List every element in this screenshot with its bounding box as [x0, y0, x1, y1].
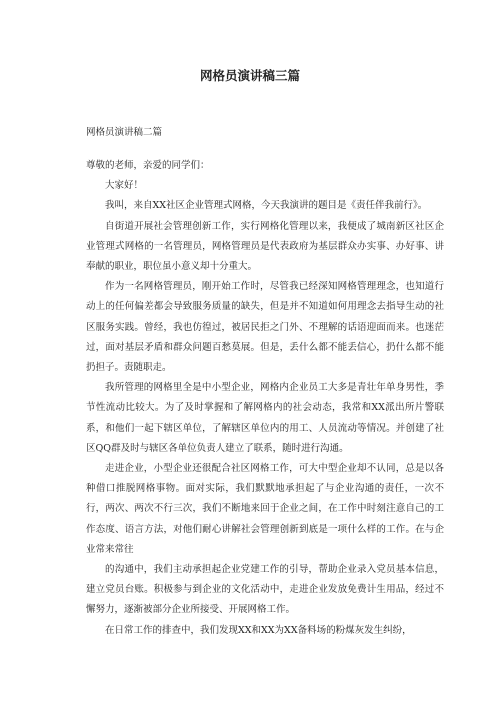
paragraph: 作为一名网格管理员，刚开始工作时，尽管我已经深知网格管理理念，也知道行动上的任何偏差都会导致服务质量的缺失，但是并不知道如何用理念去指导生动的社区服务实践。曾经，我也仿徨过，被居民拒之门外、不理解的话语迎面而来。也迷茫过，面对基层矛盾和群众问题百愁莫展。但是，丢什么都不能丢信心，扔什么都不能扔担子。责随职走。	[86, 281, 444, 374]
paragraph: 我叫，来自XX社区企业管理式网格，今天我演讲的题目是《责任伴我前行》。	[105, 200, 428, 212]
paragraph-greeting: 大家好！	[105, 180, 144, 192]
paragraph: 在日常工作的排查中，我们发现XX和XX为XX备料场的粉煤灰发生纠纷，	[105, 624, 412, 636]
document-body	[86, 156, 444, 641]
paragraph-salutation: 尊敬的老师，亲爱的同学们：	[86, 160, 210, 171]
paragraph: 走进企业，小型企业还很配合社区网格工作，可大中型企业却不认同，总是以各种借口推脱网格事物。面对实际，我们默默地承担起了与企业沟通的责任，一次不行，两次、两次不行三次，我们不断地来回于企业之间，在工作中时刻注意自己的工作态度、语言方法，对他们耐心讲解社会管理创新到底是一项什么样的工作。在与企业常来常往	[86, 463, 444, 555]
paragraph: 我所管理的网格里全是中小型企业，网格内企业员工大多是青壮年单身男性，季节性流动比较大。为了及时掌握和了解网格内的社会动态，我常和XX派出所片警联系，和他们一起下辖区单位，了解辖区单位内的用工、人员流动等情况。并创建了社区QQ群及时与辖区各单位负责人建立了联系，随时进行沟通。	[86, 382, 444, 454]
paragraph: 自街道开展社会管理创新工作，实行网格化管理以来，我便成了城南新区社区企业管理式网格的一名管理员，网格管理员是代表政府为基层群众办实事、办好事、讲奉献的职业，职位虽小意义却十分重大。	[86, 220, 444, 273]
paragraph: 的沟通中，我们主动承担起企业党建工作的引导，帮助企业录入党员基本信息，建立党员台账。积极参与到企业的文化活动中，走进企业发放免费计生用品，经过不懈努力，逐渐被部分企业所接受、开展网格工作。	[86, 564, 444, 616]
document-subtitle: 网格员演讲稿二篇	[86, 127, 163, 138]
document-title: 网格员演讲稿三篇	[199, 68, 300, 83]
